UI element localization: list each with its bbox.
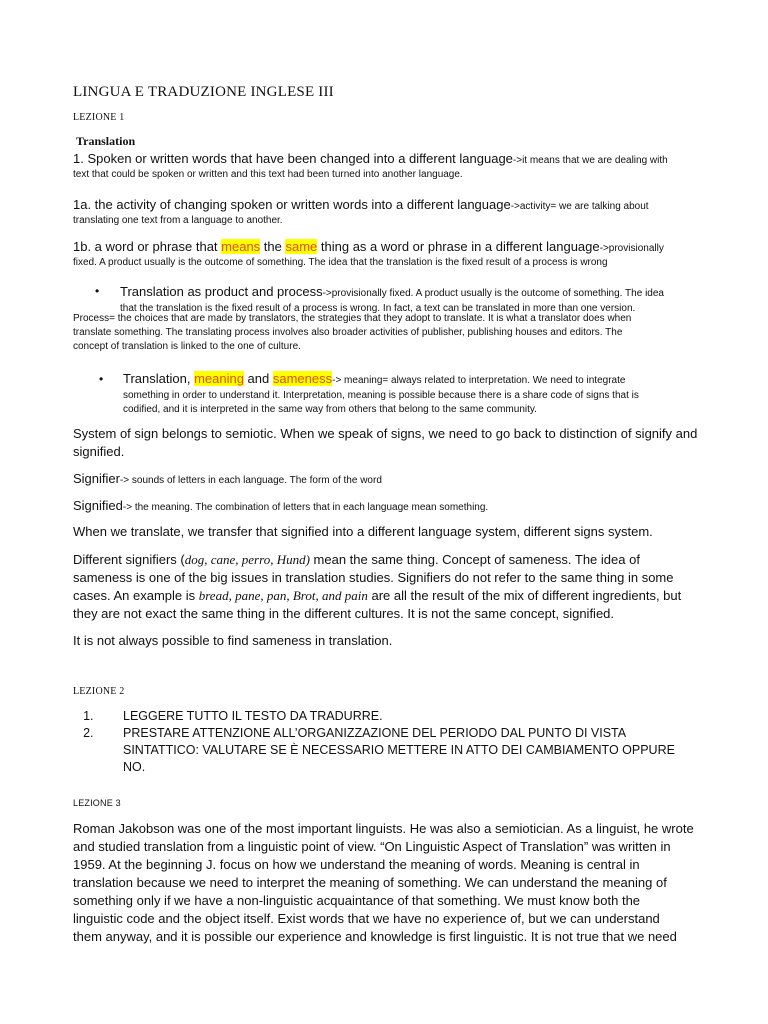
not-always-paragraph: It is not always possible to find sameness in translation.: [73, 633, 393, 648]
highlight-meaning: meaning: [194, 371, 244, 386]
bullet-dot: •: [95, 284, 100, 298]
diff-l3-examples: bread, pane, pan, Brot,: [198, 588, 319, 603]
bullet-2-note: -> meaning= always related to interpretation. We need to integrate: [332, 375, 626, 386]
definition-1a-main: 1a. the activity of changing spoken or written words into a different language: [73, 197, 511, 212]
lesson-3-label: LEZIONE 3: [73, 798, 121, 808]
bullet-1-main: Translation as product and process: [120, 284, 323, 299]
bullet-1-note-block: [73, 312, 703, 354]
translation-heading: Translation: [76, 134, 136, 148]
when-translate-paragraph: When we translate, we transfer that signified into a different language system, different signs system.: [73, 524, 653, 539]
step-item: 1. LEGGERE TUTTO IL TESTO DA TRADURRE.: [97, 708, 699, 725]
diff-l4: they are not exact the same thing in the different cultures. It is not the same concept, signified.: [73, 606, 615, 621]
jakobson-line: Roman Jakobson was one of the most important linguists. He was also a semiotician. As a linguist, he wrote: [73, 821, 694, 836]
jakobson-line: something only if we have a non-linguistic acquaintance of that something. We must know both the: [73, 893, 641, 908]
signified-line: [73, 497, 488, 517]
diff-l3-example-pain: pain: [344, 588, 368, 603]
definition-1: [73, 150, 668, 180]
bullet-dot: •: [99, 372, 104, 386]
definition-1b-note: ->provisionally: [599, 243, 664, 254]
semiotic-paragraph: [73, 425, 713, 461]
jakobson-paragraph: [73, 820, 713, 946]
signifier-line: [73, 470, 382, 490]
signified-label: Signified: [73, 498, 123, 513]
lesson-2-steps: [73, 708, 699, 776]
jakobson-line: translation because we need to interpret the meaning of something. We can understand the meaning of: [73, 875, 667, 890]
highlight-sameness: sameness: [272, 371, 333, 386]
jakobson-line: them anyway, and it is possible our experience and knowledge is first linguistic. It is not true that we need: [73, 929, 677, 944]
signifier-label: Signifier: [73, 471, 120, 486]
bullet-2-mid: and: [243, 371, 273, 386]
bullet-2-pre: Translation,: [123, 371, 195, 386]
bullet-1-note-l5: concept of translation is linked to the one of culture.: [73, 341, 301, 352]
different-signifiers-paragraph: [73, 551, 713, 623]
definition-1b-rest: thing as a word or phrase in a different language: [317, 239, 600, 254]
highlight-same: same: [285, 239, 318, 254]
jakobson-line: linguistic code and the object itself. Exist words that we have no experience of, but we can understand: [73, 911, 660, 926]
definition-1-note-cont: text that could be spoken or written and this text had been turned into another language.: [73, 169, 463, 180]
signified-note: -> the meaning. The combination of letters that in each language mean something.: [122, 502, 489, 513]
lesson-2-label: LEZIONE 2: [73, 686, 125, 697]
diff-examples: dog, cane, perro, Hund): [184, 552, 310, 567]
document-title: LINGUA E TRADUZIONE INGLESE III: [73, 84, 334, 100]
diff-l3-post: are all the result of the mix of different ingredients, but: [367, 588, 682, 603]
diff-l2: sameness is one of the big issues in translation studies. Signifiers do not refer to the same thing in some: [73, 570, 674, 585]
definition-1a-note-cont: translating one text from a language to another.: [73, 215, 283, 226]
signifier-note: -> sounds of letters in each language. The form of the word: [119, 475, 382, 486]
diff-pre: Different signifiers (: [73, 552, 185, 567]
bullet-2-note-l3: codified, and it is interpreted in the same way from others that belong to the same community.: [123, 404, 537, 415]
semiotic-l2: signified.: [73, 444, 125, 459]
lesson-1-label: LEZIONE 1: [73, 112, 125, 123]
definition-1b: [73, 238, 664, 268]
diff-l3-pre: cases. An example is: [73, 588, 199, 603]
bullet-1-note-l2: that the translation is the fixed result of a process is wrong. In fact, a text can be translated in more than one version.: [120, 303, 636, 314]
definition-1-main: 1. Spoken or written words that have been changed into a different language: [73, 151, 513, 166]
semiotic-l1: System of sign belongs to semiotic. When we speak of signs, we need to go back to distinction of signify and: [73, 426, 698, 441]
jakobson-line: 1959. At the beginning J. focus on how we understand the meaning of words. Meaning is central in: [73, 857, 640, 872]
diff-l3-and: and: [318, 588, 345, 603]
bullet-1-note-l3: Process= the choices that are made by translators, the strategies that they adopt to translate. It is what a translator does when: [73, 313, 632, 324]
bullet-1-note-l4: translate something. The translating process involves also broader activities of publisher, publishing houses and editors. The: [73, 327, 623, 338]
highlight-means: means: [221, 239, 261, 254]
step-item: 2. PRESTARE ATTENZIONE ALL’ORGANIZZAZIONE DEL PERIODO DAL PUNTO DI VISTA SINTATTICO: VALUTARE SE È NECESSARIO METTERE IN ATTO DEI CAMBIAMENTO OPPURE NO.: [97, 725, 699, 776]
definition-1b-note-cont: fixed. A product usually is the outcome of something. The idea that the translation is the fixed result of a process is wrong: [73, 257, 608, 268]
bullet-translation-meaning-sameness: [123, 370, 708, 417]
definition-1a-note: ->activity= we are talking about: [510, 201, 649, 212]
jakobson-line: and studied translation from a linguistic point of view. “On Linguistic Aspect of Translation” was written in: [73, 839, 671, 854]
definition-1a: [73, 196, 649, 226]
diff-post: mean the same thing. Concept of sameness. The idea of: [309, 552, 640, 567]
definition-1b-pre: 1b. a word or phrase that: [73, 239, 222, 254]
bullet-1-note: ->provisionally fixed. A product usually is the outcome of something. The idea: [322, 288, 664, 299]
definition-1-note: ->it means that we are dealing with: [512, 155, 668, 166]
definition-1b-mid: the: [260, 239, 286, 254]
bullet-2-note-l2: something in order to understand it. Interpretation, meaning is possible because there is a share code of signs that is: [123, 390, 639, 401]
